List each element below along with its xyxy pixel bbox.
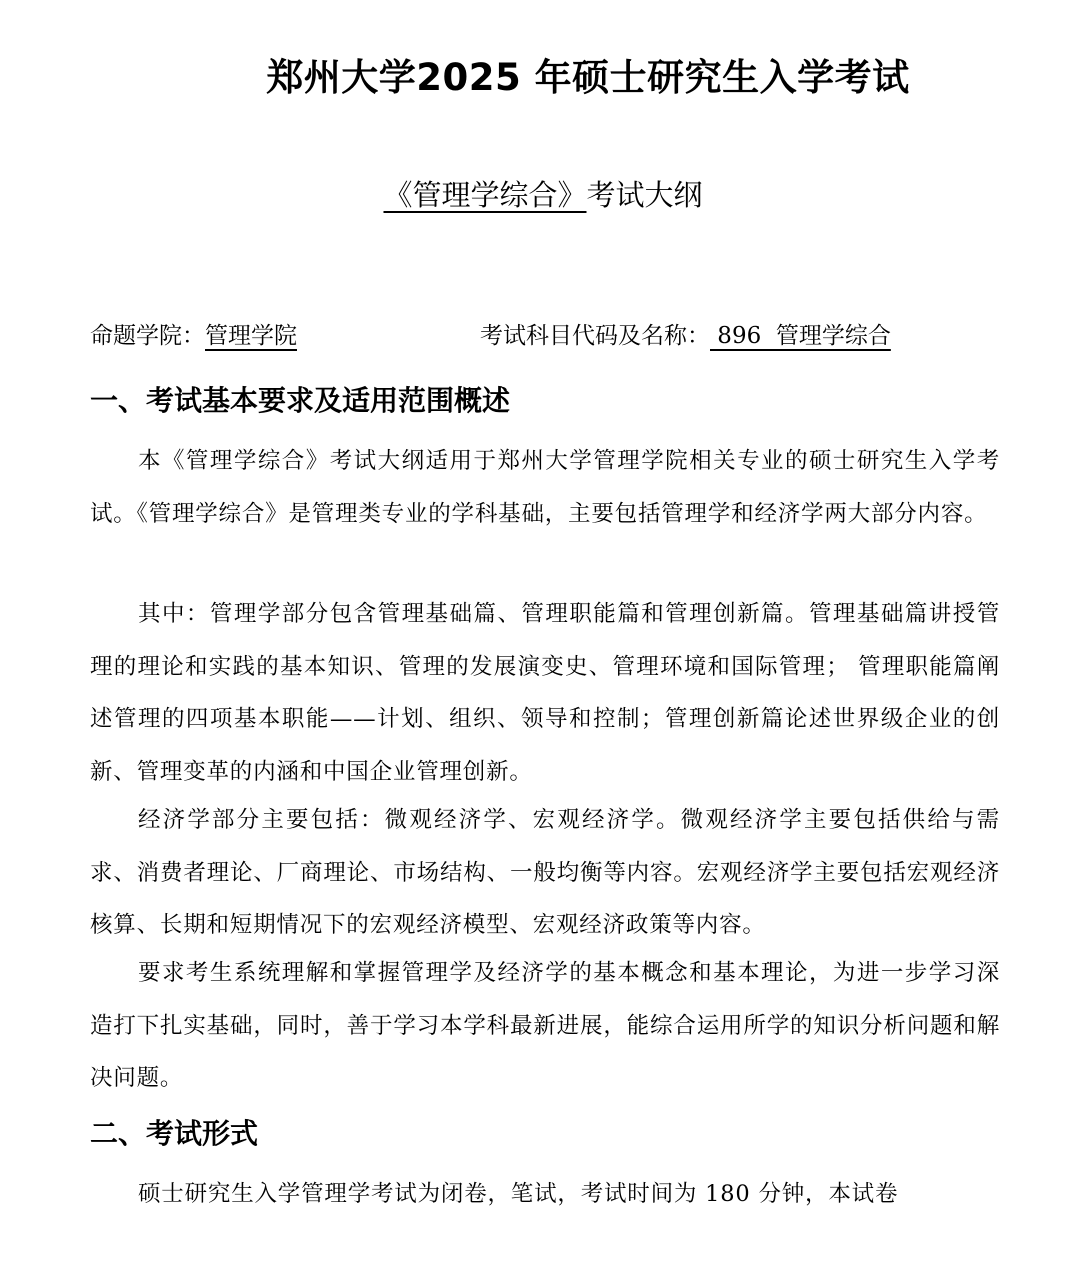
subtitle-rest: 考试大纲 [586,178,703,212]
subject-label: 考试科目代码及名称： [480,323,710,349]
document-title: 郑州大学2025 年硕士研究生入学考试 [266,56,910,99]
section-2-heading: 二、考试形式 [90,1117,259,1150]
college-field [90,316,297,356]
subject-field [480,316,891,356]
section-1-paragraph-2: 其中：管理学部分包含管理基础篇、管理职能篇和管理创新篇。管理基础篇讲授管理的理论和实践的基本知识、管理的发展演变史、管理环境和国际管理； 管理职能篇阐述管理的四项基本职能——计划、组织、领导和控制；管理创新篇论述世界级企业的创新、管理变革的内涵和中国企业管理创新。 [90,601,1000,785]
college-label: 命题学院： [90,323,205,349]
section-1-heading: 一、考试基本要求及适用范围概述 [90,384,511,417]
section-1-paragraph-4: 要求考生系统理解和掌握管理学及经济学的基本概念和基本理论，为进一步学习深造打下扎实基础，同时，善于学习本学科最新进展，能综合运用所学的知识分析问题和解决问题。 [90,960,1000,1091]
section-1-paragraph-3: 经济学部分主要包括：微观经济学、宏观经济学。微观经济学主要包括供给与需求、消费者理论、厂商理论、市场结构、一般均衡等内容。宏观经济学主要包括宏观经济核算、长期和短期情况下的宏观经济模型、宏观经济政策等内容。 [90,807,1000,938]
subject-value: 896 管理学综合 [710,323,891,349]
subtitle-course-name: 《管理学综合》 [383,178,587,212]
college-value: 管理学院 [205,323,297,349]
section-1-paragraph-1: 本《管理学综合》考试大纲适用于郑州大学管理学院相关专业的硕士研究生入学考试。《管理学综合》是管理类专业的学科基础，主要包括管理学和经济学两大部分内容。 [90,448,1000,527]
document-subtitle [0,174,1080,216]
section-2-paragraph-1: 硕士研究生入学管理学考试为闭卷，笔试，考试时间为 180 分钟，本试卷 [138,1181,899,1207]
